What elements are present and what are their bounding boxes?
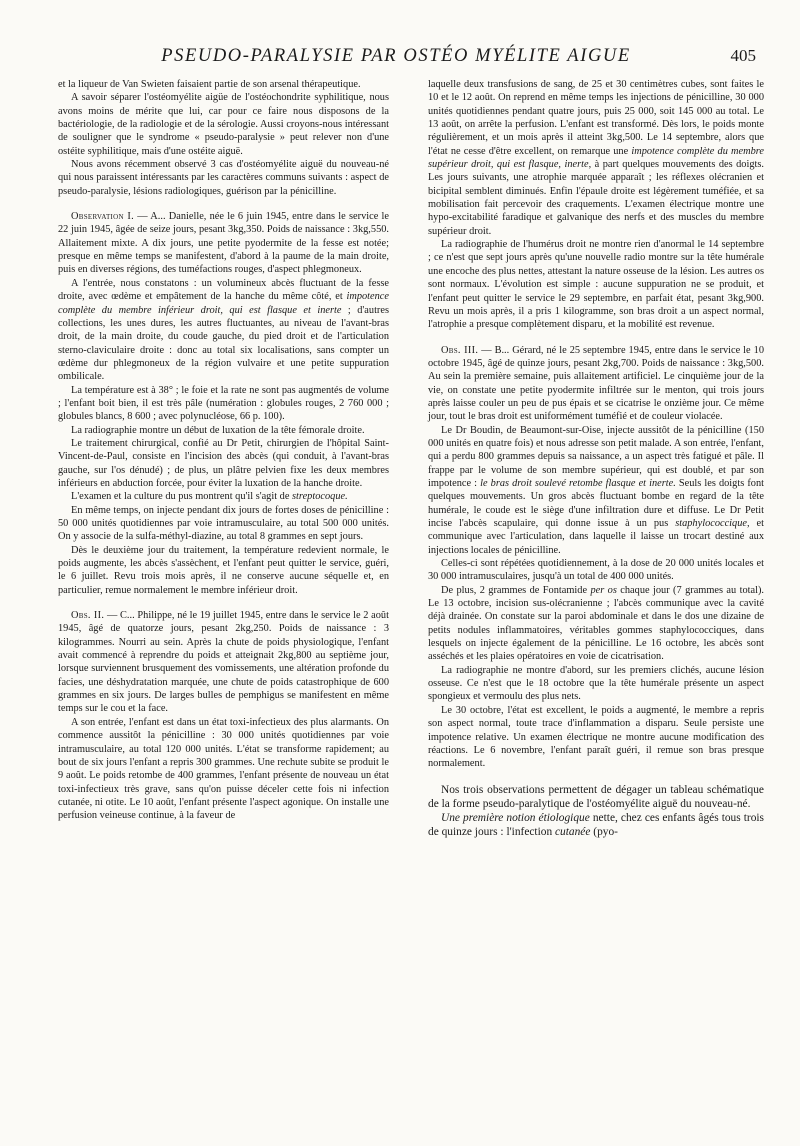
text-run: (pyo- [590, 825, 618, 838]
text-run: chaque jour (7 grammes au total). Le 13 octobre, incision sus-olécranienne ; l'abcès communique avec la cavité déjà drainée. On constate sur la paroi abdominale et dans le dos une dizaine de petits nodules inflammatoires, véritables gommes staphylococciques, dans lesquels on injecte également de la pénicilline. Le 16 octobre, les abcès sont asséchés et les plaies opératoires en voie de cicatrisation. [428, 584, 765, 663]
paragraph: En même temps, on injecte pendant dix jours de fortes doses de pénicilline : 50 000 unités quotidiennes par voie intramusculaire, au total 500 000 unités. On y associe de la sulfa-méthyl-diazine, au total 8 grammes en sept jours. [58, 504, 389, 543]
emphasis: impotence complète du membre inférieur droit, qui est flasque et inerte [58, 291, 389, 316]
paragraph: Celles-ci sont répétées quotidiennement, à la dose de 20 000 unités locales et 30 000 intramusculaires, jusqu'à un total de 400 000 unités. [428, 558, 764, 583]
paragraph: La radiographie de l'humérus droit ne montre rien d'anormal le 14 septembre ; ce n'est que sept jours après qu'une nouvelle radio montre sur la tête humérale une encoche des plus nettes, attestant la nature osseuse de la lésion. Les autres os sont normaux. L'évolution est simple : aucune suppuration ne se produit, et l'enfant peut quitter le service le 29 septembre, en parfait état, pesant 3kg,900. Revu un mois après, il a pris 1 kilogramme, son bras droit a un aspect normal, l'atrophie a presque complètement disparu, et la mobilité est revenue. [428, 239, 764, 331]
paragraph [428, 424, 764, 557]
paragraph: A son entrée, l'enfant est dans un état toxi-infectieux des plus alarmants. On commence aussitôt la pénicilline : 30 000 unités quotidiennes par voie intramusculaire, au total 120 000 unités. L'état se transforme rapidement; au bout de six jours l'enfant a repris 300 grammes. Une rechute subite se produit le 9 août. Le poids retombe de 400 grammes, l'enfant présente de nouveau un état toxi-infectieux très grave, sans qu'on puisse déceler cette fois ni infection cutanée, ni otite. Le 10 août, l'enfant présente l'aspect agonique. On installe une perfusion veineuse continue, à la faveur de [58, 716, 389, 822]
conclusion-paragraph [428, 811, 764, 839]
observation-text: — A... Danielle, née le 6 juin 1945, entre dans le service le 22 juin 1945, âgée de seize jours, pesant 3kg,350. Poids de naissance : 3kg,550. Allaitement mixte. A dix jours, une petite pyodermite de la fesse est notée; presque en même temps se manifestent, d'abord à la paume de la main droite, puis en diverses régions, des tuméfactions rouges, d'aspect phlegmoneux. [58, 211, 389, 276]
right-column [428, 78, 764, 839]
paragraph: et la liqueur de Van Swieten faisaient partie de son arsenal thérapeutique. [58, 79, 361, 90]
paragraph: La température est à 38° ; le foie et la rate ne sont pas augmentés de volume ; l'enfant boit bien, il est très pâle (numération : globules rouges, 2 760 000 ; globules blancs, 8 600 ; avec polynucléose, 66 p. 100). [58, 384, 389, 423]
emphasis: cutanée [555, 825, 591, 838]
paragraph [428, 584, 764, 664]
observation-label: Obs. III. [441, 344, 479, 356]
text-run: et communique avec l'articulation, dans laquelle il laisse un trocart destiné aux injections locales de pénicilline. [428, 518, 764, 556]
emphasis: Une première notion étiologique [441, 811, 590, 824]
emphasis: staphylococcique, [675, 518, 750, 529]
observation-text: — B... Gérard, né le 25 septembre 1945, entre dans le service le 10 octobre 1945, âgé de quinze jours, pesant 2kg,700. Poids de naissance : 3kg,500. Au sein la première semaine, puis allaitement artificiel. Le cinquième jour de la vie, on constate une petite pyodermite infiltrée sur le menton, qui trois jours après laisse couler un peu de pus épais et se cicatrise le onzième jour. Ce même jour, tout le bras droit est uniformément tuméfié et de couleur violacée. [428, 344, 764, 423]
paragraph [58, 490, 389, 503]
observation-label: Obs. II. [71, 610, 105, 622]
text-run: L'examen et la culture du pus montrent qu'il s'agit de [71, 491, 293, 503]
paragraph: Nous avons récemment observé 3 cas d'ostéomyélite aiguë du nouveau-né qui nous paraissent intéressants par les caractères communs suivants : aspect de pseudo-paralysie, lésions radiologiques, guérison par la pénicilline. [58, 159, 389, 197]
observation-3-intro [428, 344, 764, 424]
text-run: ; d'autres collections, les unes dures, les autres fluctuantes, au niveau de l'avant-bras droit, de la main droite, du coude gauche, du pied droit et de l'articulation sterno-claviculaire droite : donc au total six localisations, sans compter un œdème dur phlegmoneux de la région vulvaire et une petite suppuration ombilicale. [58, 304, 389, 383]
page-number: 405 [730, 46, 756, 65]
emphasis: streptocoque. [292, 491, 348, 503]
conclusion-paragraph: Nos trois observations permettent de dégager un tableau schématique de la forme pseudo-paralytique de l'ostéomyélite aiguë du nouveau-né. [428, 783, 764, 810]
paragraph [428, 78, 764, 238]
observation-label: Observation I. [71, 211, 135, 223]
observation-2-intro [58, 609, 389, 716]
page-header [58, 0, 764, 66]
paragraph: A savoir séparer l'ostéomyélite aigüe de l'ostéochondrite syphilitique, nous avons moins de mérite que lui, car pour ce faire nous disposons de la bactériologie, de la radiologie et de la sérologie. Aussi croyons-nous intéressant de souligner que le syndrome « pseudo-paralysie » peut relever non d'une ostéite syphilitique, mais d'une ostéite aiguë. [58, 92, 389, 157]
text-run: à part quelques mouvements des doigts. Les jours suivants, une atrophie marquée apparaît ; les réflexes olécranien et bicipital semblent diminués. Enfin l'épaule droite est légèrement tuméfiée, et sa mobilisation fait percevoir des craquements. L'examen électrique montre une hypo-excitabilité faradique et galvanique des nerfs et des muscles du membre supérieur droit. [428, 159, 764, 237]
emphasis: per os [590, 584, 617, 596]
text-run: De plus, 2 grammes de Fontamide [441, 584, 591, 596]
emphasis: le bras droit soulevé retombe flasque et inerte. [480, 477, 676, 489]
paragraph: Le 30 octobre, l'état est excellent, le poids a augmenté, le membre a repris son aspect normal, toute trace d'inflammation a disparu. Seule persiste une impotence relative. Un examen électrique ne montre aucune modification des réactions. Le 6 novembre, l'enfant paraît guéri, il remue son bras presque normalement. [428, 704, 764, 770]
text-run: laquelle deux transfusions de sang, de 25 et 30 centimètres cubes, sont faites le 10 et le 12 août. On reprend en même temps les injections de pénicilline, 30 000 unités quotidiennes pendant quatre jours, puis 25 000, soit 145 000 au total. Le 13 août, on arrête la perfusion. L'enfant est transformé. Dès lors, le poids monte régulièrement, et un mois après il atteint 3kg,500. Le 14 septembre, alors que l'état ne cesse d'être excellent, on remarque une [428, 79, 764, 157]
paragraph: Dès le deuxième jour du traitement, la température redevient normale, le poids augmente, les abcès s'assèchent, et l'enfant peut quitter le service, guéri, le 6 juillet. Revu trois mois après, il ne conserve aucune séquelle et, en particulier, remue normalement le membre inférieur droit. [58, 544, 389, 596]
running-title: PSEUDO-PARALYSIE PAR OSTÉO MYÉLITE AIGUE [161, 46, 631, 66]
text-run: Seuls les doigts font quelques mouvements. Un gros abcès fluctuant bombe en regard de la tête humérale, le coude est le siège d'une infiltration dure et diffuse. Le Dr Petit incise l'abcès scapulaire, qui donne issue à un pus [428, 477, 764, 529]
observation-1-intro [58, 210, 389, 277]
paragraph [58, 277, 389, 384]
text-run: nette, chez ces enfants âgés tous trois de quinze jours : l'infection [428, 811, 764, 838]
text-columns [58, 78, 764, 839]
paragraph: La radiographie montre un début de luxation de la tête fémorale droite. [71, 424, 365, 436]
left-column [58, 78, 389, 839]
observation-text: — C... Philippe, né le 19 juillet 1945, entre dans le service le 2 août 1945, âgé de quatorze jours, pesant 2kg,250. Poids de naissance : 3 kilogrammes. Nourri au sein. Après la chute de poids physiologique, l'enfant avait commencé à reprendre du poids et atteignait 2kg,800 au septième jour, lorsque surviennent brusquement des vomissements, une altération profonde du facies, une déshydratation marquée, une chute de poids catastrophique de 600 grammes en six jours. De larges bulles de pemphigus se manifestent en même temps sur le cou et la face. [58, 610, 389, 715]
emphasis: impotence complète du membre supérieur droit, qui est flasque, inerte, [428, 145, 764, 171]
paragraph: La radiographie ne montre d'abord, sur les premiers clichés, aucune lésion osseuse. Ce n'est que le 18 octobre que la tête humérale présente un aspect spongieux et vermoulu des plus nets. [428, 664, 764, 703]
paragraph: Le traitement chirurgical, confié au Dr Petit, chirurgien de l'hôpital Saint-Vincent-de-Paul, consiste en l'incision des abcès (qui conduit, à l'avant-bras gauche, sur l'os dénudé) ; de plus, un plâtre pelvien fixe les deux membres inférieurs en abduction forcée, pour éviter la luxation de la hanche droite. [58, 437, 389, 489]
text-run: Le Dr Boudin, de Beaumont-sur-Oise, injecte aussitôt de la pénicilline (150 000 unités en quatre fois) et nous adresse son petit malade. A son entrée, l'enfant, qui a perdu 800 grammes depuis sa naissance, a un aspect très fatigué et pâle. Il frappe par le volume de son membre supérieur, qui est doublé, et par son impotence : [428, 424, 764, 489]
text-run: A l'entrée, nous constatons : un volumineux abcès fluctuant de la fesse droite, avec œdème et empâtement de la hanche du même côté, et [58, 277, 389, 303]
